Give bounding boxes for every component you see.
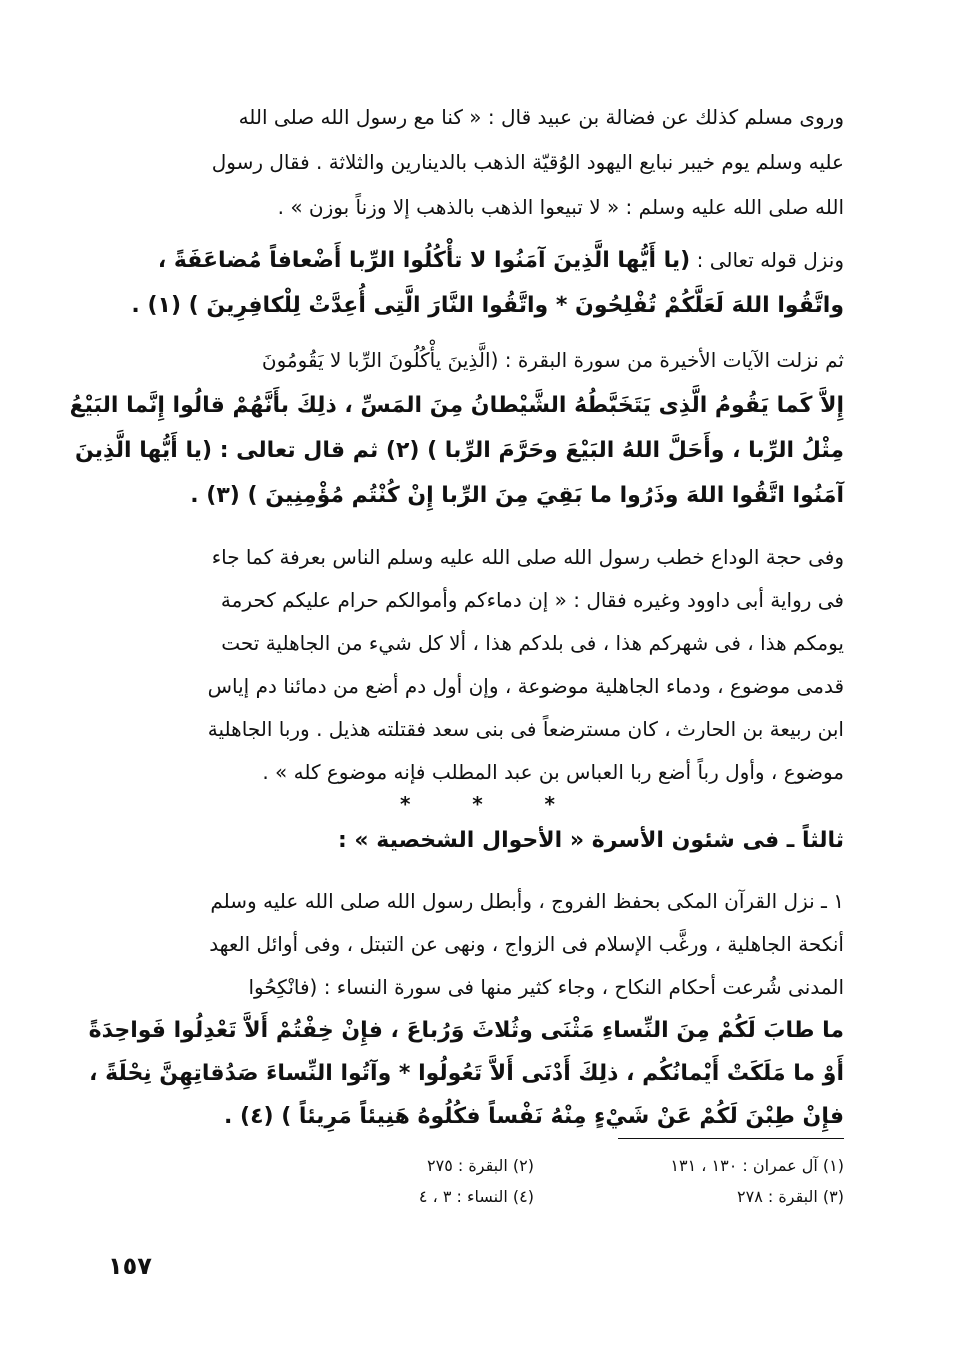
text-line: ابن ربيعة بن الحارث ، كان مسترضعاً فى بنى سعد فقتلته هذيل . وربا الجاهلية — [207, 717, 844, 741]
paragraph-ayat-al-baqarah — [69, 338, 844, 518]
paragraph-marriage — [88, 880, 844, 1138]
paragraph-muslim-narration — [118, 95, 844, 230]
separator-star: * — [544, 792, 555, 816]
footnote-row — [310, 1150, 844, 1181]
text-line: يومكم هذا ، فى شهركم هذا ، فى بلدكم هذا ، ألا كل شيء من الجاهلية تحت — [221, 631, 844, 655]
quran-verse-line: ما طابَ لَكُمْ مِنَ النِّساءِ مَثْنَى وثُلاثَ وَرُباعَ ، فإِنْ خِفْتُمْ أَلاَّ تَعْدِلُوا فَواحِدَةً — [88, 1018, 844, 1043]
text-line — [118, 238, 844, 283]
text-line: عليه وسلم يوم خيبر نبايع اليهود الوُقيّة الذهب بالدينارين والثلاثة . فقال رسول — [211, 150, 844, 174]
text-line: المدنى شُرعت أحكام النكاح ، وجاء كثير منها فى سورة النساء : (فانْكِحُوا — [248, 975, 844, 999]
text-line: أنكحة الجاهلية ، ورغَّب الإسلام فى الزواج ، ونهى عن التبتل ، وفى أوائل العهد — [209, 932, 844, 956]
footnotes — [310, 1150, 844, 1212]
text-line: ثم نزلت الآيات الأخيرة من سورة البقرة : (الَّذِينَ يأْكُلُونَ الرِّبا لا يَقُومُونَ — [261, 348, 844, 372]
footnote-row — [310, 1181, 844, 1212]
text-line: قدمى موضوع ، ودماء الجاهلية موضوعة ، وإن أول دم أضع من دمائنا دم إياس — [207, 674, 844, 698]
footnote-2: (٢) البقرة : ٢٧٥ — [427, 1156, 534, 1175]
text-line: فى رواية أبى داوود وغيره فقال : « إن دماءكم وأموالكم حرام عليكم كحرمة — [220, 588, 844, 612]
text-line: وروى مسلم كذلك عن فضالة بن عبيد قال : « كنا مع رسول الله صلى الله — [238, 105, 844, 129]
section-separator — [400, 792, 555, 816]
footnote-1: (١) آل عمران : ١٣٠ ، ١٣١ — [670, 1156, 844, 1175]
text-line: موضوع ، وأول رباً أضع ربا العباس بن عبد المطلب فإنه موضوع كله » . — [262, 760, 844, 784]
quran-verse: (يا أَيُّها الَّذِينَ آمَنُوا لا تأْكُلُوا الرِّبا أَضْعافاً مُضاعَفَةً ، — [157, 248, 691, 273]
intro-text: ونزل قوله تعالى : — [690, 248, 844, 272]
footnote-divider — [618, 1138, 844, 1139]
page-number: ١٥٧ — [108, 1252, 152, 1280]
separator-star: * — [472, 792, 483, 816]
text-line: وفى حجة الوداع خطب رسول الله صلى الله عليه وسلم الناس بعرفة كما جاء — [211, 545, 844, 569]
quran-verse-line: آمَنُوا اتَّقُوا اللهَ وذَرُوا ما بَقِيَ مِنَ الرِّبا إِنْ كُنْتُم مُؤْمِنِينَ ) (٣) . — [190, 483, 844, 508]
quran-verse-line: إِلاَّ كَما يَقُومُ الَّذِى يَتَخَبَّطُهُ الشَّيْطانُ مِنَ المَسِّ ، ذلِكَ بأَنَّهُمْ قالُوا إِنَّما البَيْعُ — [69, 393, 844, 418]
footnote-3: (٣) البقرة : ٢٧٨ — [737, 1187, 844, 1206]
quran-verse-line: مِثْلُ الرِّبا ، وأَحَلَّ اللهُ البَيْعَ وحَرَّمَ الرِّبا ) (٢) ثم قال تعالى : (يا أَيُّها الَّذِينَ — [75, 438, 844, 463]
quran-verse-line: واتَّقُوا اللهَ لَعَلَّكُمْ تُفْلِحُونَ * واتَّقُوا النَّارَ الَّتِى أُعِدَّتْ لِلْكافِرِينَ ) (١) . — [131, 293, 844, 318]
footnote-4: (٤) النساء : ٣ ، ٤ — [418, 1187, 534, 1206]
text-line: الله صلى الله عليه وسلم : « لا تبيعوا الذهب بالذهب إلا وزناً بوزن » . — [277, 195, 844, 219]
section-heading: ثالثاً ـ فى شئون الأسرة « الأحوال الشخصية » : — [337, 828, 844, 853]
separator-star: * — [400, 792, 411, 816]
text-line: ١ ـ نزل القرآن المكى بحفظ الفروج ، وأبطل رسول الله صلى الله عليه وسلم — [210, 889, 844, 913]
quran-verse-line: أَوْ ما مَلَكَتْ أَيْمانُكُم ، ذلِكَ أَدْنَى أَلاَّ تَعُولُوا * وآتُوا النِّساءَ صَدُقاتِهِنَّ نِحْلَةً ، — [89, 1061, 844, 1086]
paragraph-ayah-al-imran — [118, 238, 844, 328]
paragraph-farewell-sermon — [118, 536, 844, 794]
quran-verse-line: فإِنْ طِبْنَ لَكُمْ عَنْ شَيْءٍ مِنْهُ نَفْساً فكُلُوهُ هَنِيئاً مَرِيئاً ) (٤) . — [223, 1104, 844, 1129]
